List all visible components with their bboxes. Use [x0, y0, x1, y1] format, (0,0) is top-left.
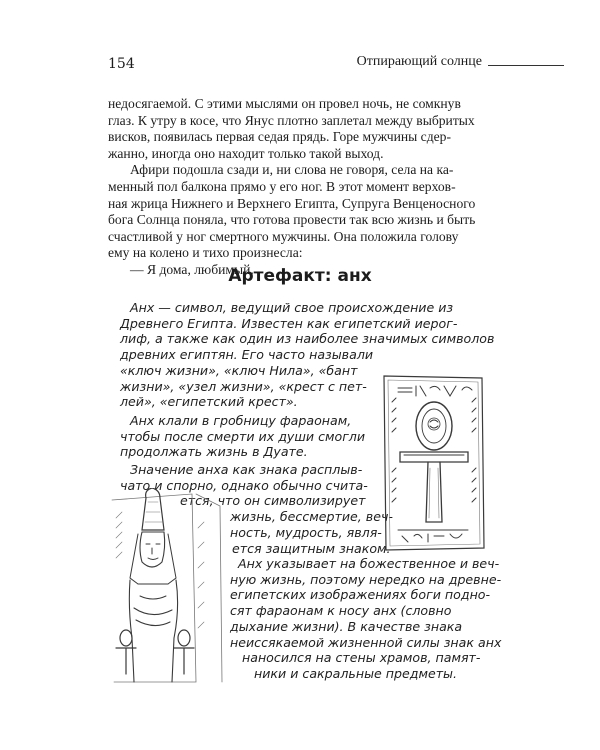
- header-rule: [488, 65, 564, 66]
- running-title: Отпирающий солнце: [356, 54, 482, 69]
- artifact-block-4: [230, 556, 501, 682]
- text-line: — Я дома, любимый.: [130, 261, 254, 277]
- hand-line: сят фараонам к носу анх (словно: [230, 603, 452, 619]
- hand-line: жизни», «узел жизни», «крест с пет-: [120, 378, 367, 394]
- ankh-tablet-illustration: [378, 372, 490, 554]
- page-number: 154: [108, 56, 135, 72]
- hand-line: Значение анха как знака расплыв-: [130, 462, 363, 477]
- hand-line: жизнь, бессмертие, веч-: [230, 509, 393, 525]
- hand-line: ется, что он символизирует: [180, 493, 366, 509]
- text-line: бога Солнца поняла, что готова провести так всю жизнь и быть: [108, 212, 476, 228]
- hand-line: чтобы после смерти их души смогли: [120, 428, 366, 444]
- hand-line: дыхание жизни). В качестве знака: [230, 618, 463, 634]
- hand-line: неиссякаемой жизненной силы знак анх: [230, 634, 502, 650]
- text-line: Афири подошла сзади и, ни слова не говоря, села на ка-: [130, 162, 454, 178]
- hand-line: «ключ жизни», «ключ Нила», «бант: [120, 362, 358, 378]
- artifact-heading: Артефакт: анх: [228, 266, 372, 286]
- hand-line: лиф, а также как один из наиболее значимых символов: [120, 331, 495, 347]
- text-line: счастливой у ног смертного мужчины. Она положила голову: [108, 228, 459, 244]
- hand-line: Анх указывает на божественное и веч-: [238, 556, 500, 571]
- text-line: ему на колено и тихо произнесла:: [108, 245, 303, 261]
- hand-line: наносился на стены храмов, памят-: [242, 650, 481, 666]
- text-line: жанно, иногда оно находит только такой выход.: [108, 145, 384, 161]
- hand-line: продолжать жизнь в Дуате.: [120, 444, 308, 460]
- body-text: [108, 96, 492, 279]
- hand-line: ность, мудрость, явля-: [230, 524, 382, 540]
- text-line: ная жрица Нижнего и Верхнего Египта, Супруга Венценосного: [108, 195, 476, 211]
- hand-line: чато и спорно, однако обычно счита-: [120, 477, 368, 493]
- hand-line: Анх — символ, ведущий свое происхождение из: [130, 300, 454, 315]
- hand-line: древних египтян. Его часто называли: [120, 347, 374, 363]
- artifact-block-2: [120, 413, 365, 460]
- hand-line: ники и сакральные предметы.: [254, 665, 457, 681]
- hand-line: египетских изображениях боги подно-: [230, 587, 491, 603]
- hand-line: лей», «египетский крест».: [120, 394, 298, 410]
- hand-line: ную жизнь, поэтому нередко на древне-: [230, 571, 502, 587]
- page-header: [0, 50, 600, 76]
- hand-line: Древнего Египта. Известен как египетский иерог-: [120, 315, 458, 331]
- text-line: менный пол балкона прямо у его ног. В этот момент верхов-: [108, 178, 456, 194]
- pharaoh-statue-illustration: [108, 488, 226, 684]
- hand-line: Анх клали в гробницу фараонам,: [130, 413, 352, 428]
- text-line: глаз. К утру в косе, что Янус плотно заплетал между выбритых: [108, 112, 475, 128]
- text-line: висков, появилась первая седая прядь. Горе мужчины сдер-: [108, 129, 451, 145]
- hand-line: ется защитным знаком.: [232, 540, 391, 556]
- text-line: недосягаемой. С этими мыслями он провел ночь, не сомкнув: [108, 96, 461, 111]
